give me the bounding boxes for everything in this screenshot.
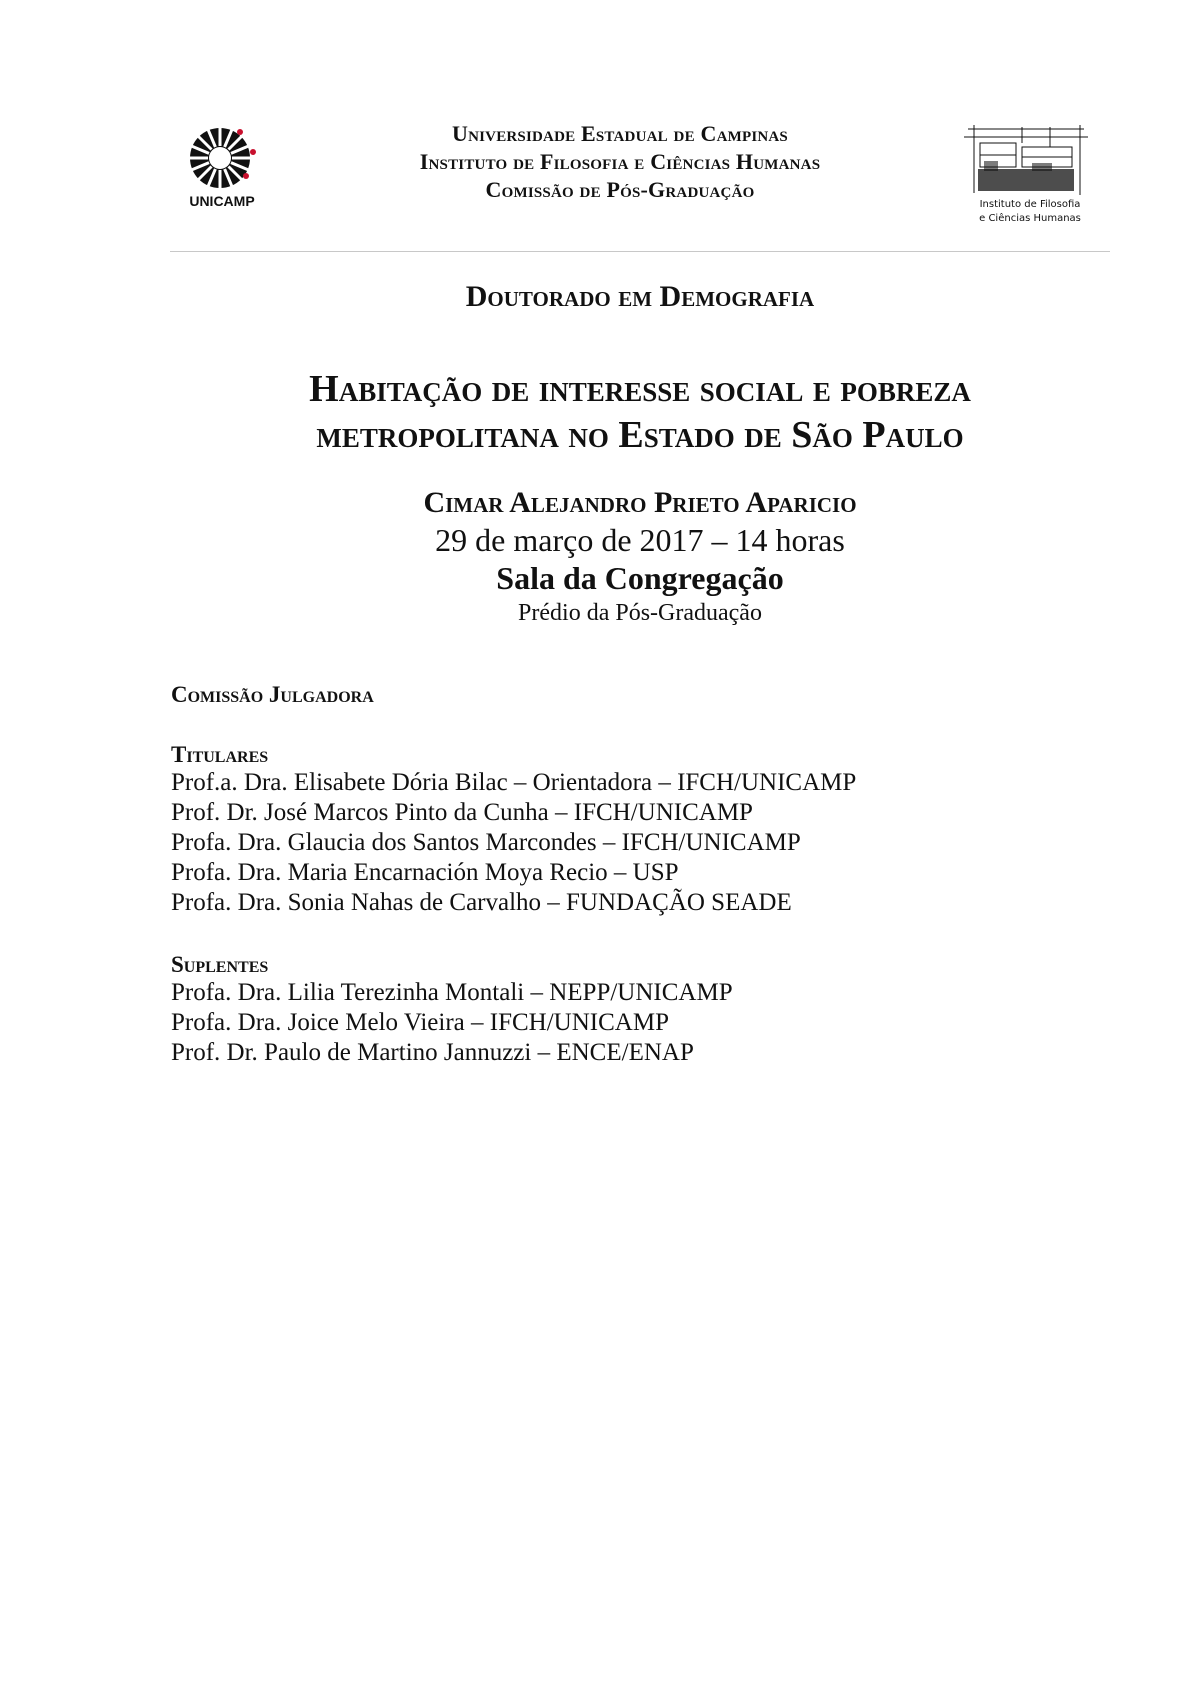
- defense-building: Prédio da Pós-Graduação: [518, 600, 762, 626]
- ifch-logo-text-line1: Instituto de Filosofia: [979, 199, 1081, 210]
- defense-date: 29 de março de 2017 – 14 horas: [435, 522, 845, 558]
- header-divider: [170, 251, 1110, 252]
- titular-member: Prof.a. Dra. Elisabete Dória Bilac – Orientadora – IFCH/UNICAMP: [171, 769, 857, 796]
- suplentes-heading: Suplentes: [171, 952, 269, 977]
- titulares-heading: Titulares: [171, 742, 269, 767]
- commission-heading: Comissão Julgadora: [171, 682, 374, 707]
- candidate-name: Cimar Alejandro Prieto Aparicio: [423, 486, 857, 519]
- ifch-logo-text-line2: e Ciências Humanas: [979, 213, 1081, 224]
- institution-header: [300, 120, 940, 204]
- university-name: Universidade Estadual de Campinas: [452, 121, 788, 146]
- suplente-member: Prof. Dr. Paulo de Martino Jannuzzi – ENCE/ENAP: [171, 1039, 694, 1066]
- titulares-list: [171, 768, 856, 918]
- commission-name: Comissão de Pós-Graduação: [485, 177, 755, 202]
- unicamp-logo-text: UNICAMP: [189, 193, 255, 209]
- titular-member: Profa. Dra. Sonia Nahas de Carvalho – FUNDAÇÃO SEADE: [171, 889, 792, 916]
- ifch-logo: [962, 123, 1090, 226]
- titular-member: Profa. Dra. Maria Encarnación Moya Recio – USP: [171, 859, 679, 886]
- unicamp-logo: [180, 118, 268, 212]
- defense-room: Sala da Congregação: [496, 560, 784, 596]
- program-name: Doutorado em Demografia: [465, 280, 815, 313]
- titular-member: Prof. Dr. José Marcos Pinto da Cunha – IFCH/UNICAMP: [171, 799, 753, 826]
- institute-name: Instituto de Filosofia e Ciências Humanas: [419, 149, 821, 174]
- thesis-title: Habitação de interesse social e pobreza metropolitana no Estado de São Paulo: [309, 368, 971, 456]
- titular-member: Profa. Dra. Glaucia dos Santos Marcondes – IFCH/UNICAMP: [171, 829, 801, 856]
- suplentes-list: [171, 978, 733, 1068]
- suplente-member: Profa. Dra. Lilia Terezinha Montali – NEPP/UNICAMP: [171, 979, 733, 1006]
- suplente-member: Profa. Dra. Joice Melo Vieira – IFCH/UNICAMP: [171, 1009, 669, 1036]
